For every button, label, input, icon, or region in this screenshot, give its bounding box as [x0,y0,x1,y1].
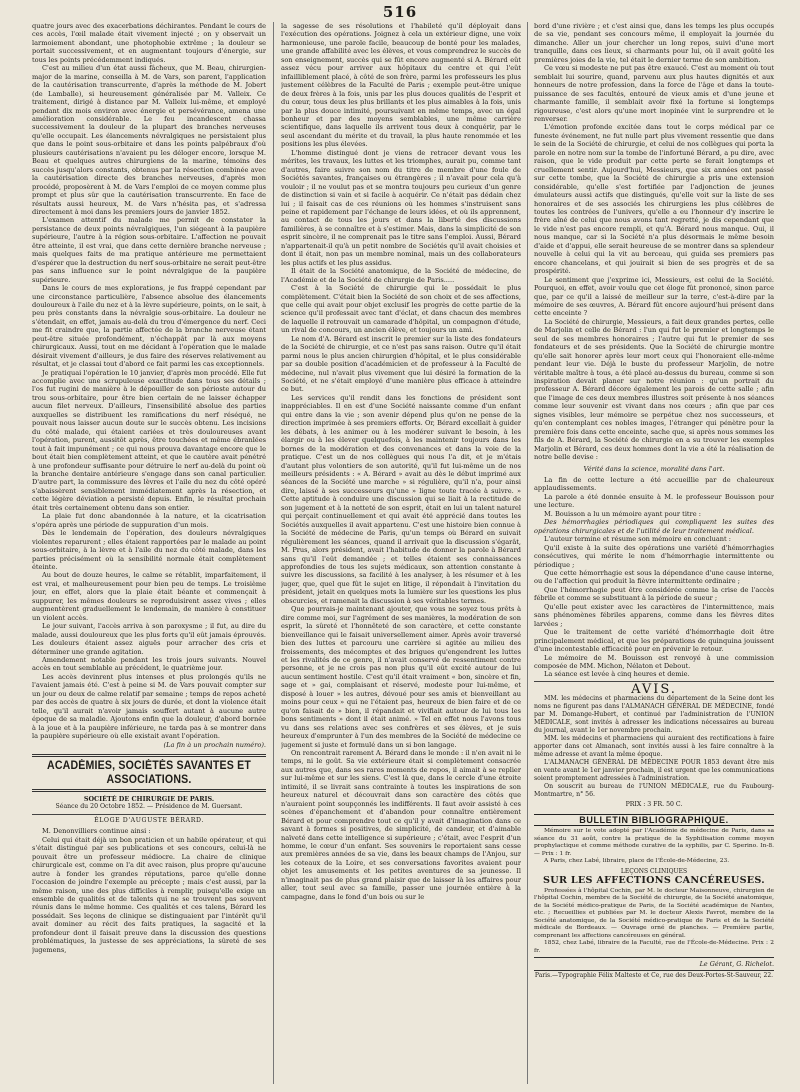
bulletin-title: BULLETIN BIBLIOGRAPHIQUE. [534,814,774,826]
paragraph: L'homme distingué dont je viens de retracer devant vous les mérites, les travaux, les luttes et les triomphes, aurait pu, comme tant d'autres, faire suivre son nom du titre de membre d'une foule de Sociétés savantes, françaises ou étrangères ; il n'avait pour cela qu'à vouloir ; il ne voulut pas et se montra toujours peu curieux d'un genre de distinction si vain et si facile à acquérir. Ce n'était pas dédain chez lui ; il faisait cas de ces réunions où les hommes s'instruisent sans peine et rapidement par l'échange de leurs idées, et où ils apprennent, au contact de tous les jours et dans la liberté des discussions familières, à se connaître et à s'estimer. Mais, dans la simplicité de son esprit sincère, il ne comprenait pas le titre sans l'emploi. Aussi, Bérard n'appartenait-il qu'à un petit nombre de Sociétés qu'il avait choisies et dont il était, non pas un membre nominal, mais un des collaborateurs les plus actifs et les plus assidus. [281,148,521,267]
avis-paragraph: MM. les médecins et pharmaciens du département de la Seine dont les noms ne figurent pas dans l'ALMANACH GÉNÉRAL DE MÉDECINE, fondé par M. Domange-Hubert, et continué par l'administration de l'UNION MÉDICALE, sont invités à adresser les indications nécessaires au bureau du journal, avant le 1er novembre prochain. [534,695,774,735]
paragraph: Que pourrais-je maintenant ajouter, que vous ne soyez tous prêts à dire comme moi, sur l'agrément de ses manières, la modération de son esprit, la sûreté et l'honnêteté de son caractère, et cette constante bienveillance qui le faisait universellement aimer. Après avoir traversé bien des luttes et parcouru une carrière si agitée au milieu des froissements, des mécomptes et des brigues qu'engendrent les luttes et les rivalités de ce genre, il n'avait conservé de ressentiment contre personne, et je ne crois pas non plus qu'il eût excité autour de lui aucun sentiment hostile. C'est qu'il était vraiment « bon, sincère et fin, sage et » gai, complaisant et réservé, modeste pour lui-même, et disposé à louer » les autres, dévoué pour ses amis et bienveillant au moins pour ceux » qui ne l'étaient pas, heureux de bien faire et de ce qu'on faisait de » bien, il répandait et vivifiait autour de lui tous les bons sentiments » dont il était animé. » Tel en effet nous l'avons tous vu dans ses relations avec ses confrères et ses élèves, et je suis heureux d'emprunter à l'un des membres de la Société de médecine ce jugement si juste et formulé dans un si bon langage. [281,605,521,749]
publisher-line: 1852, chez Labé, libraire de la Faculté, rue de l'École-de-Médecine. Prix : 2 fr. [534,940,774,954]
paragraph: Qu'il existe à la suite des opérations une variété d'hémorrhagies consécutives, qui mérite le nom d'hémorrhagie intermittente ou périodique ; [534,543,774,569]
society-motto: Vérité dans la science, moralité dans l'art. [583,464,725,473]
publisher-line: A Paris, chez Labé, libraire, place de l'École-de-Médecine, 23. [544,858,730,865]
paragraph: Ce vœu si modeste ne put pas être exaucé. C'est au moment où tout semblait lui sourire, quand, parvenu aux plus hautes dignités et aux honneurs de notre profession, dans la force de l'âge et dans la toute-puissance de ses facultés, entouré de vieux amis et d'une jeune et charmante famille, il semblait avoir fixé la fortune si longtemps rigoureuse, c'est alors qu'une mort inopinée vint le surprendre et le renverser. [534,64,774,123]
paragraph: Le sentiment que j'exprime ici, Messieurs, est celui de la Société. Pourquoi, en effet, avoir voulu que cet éloge fût prononcé, sinon parce que, par ce qu'il a laissé de meilleur sur la terre, c'est-à-dire par la mémoire de ses œuvres, A. Bérard fût encore aujourd'hui présent dans cette enceinte ? [534,275,774,318]
to-be-continued: (La fin à un prochain numéro). [163,740,266,749]
bibliography-entry: Professées à l'hôpital Cochin, par M. le docteur Maisonneuve, chirurgien de l'hôpital Cochin, membre de la Société de chirurgie, de la Société anatomique, de la Société médico-pratique de Paris, de la Société académique de Nantes, etc. ; Recueillies et publiées par M. le docteur Alexis Favrot, membre de la Société anatomique, de la Société médico-pratique de Paris et de la Société médicale de Bordeaux. — Ouvrage orné de planches. — Première partie, comprenant les affections cancéreuses en général. [534,887,774,939]
paragraph: Que le traitement de cette variété d'hémorrhagie doit être principalement médical, et que les préparations de quinquina jouissent d'une incontestable efficacité pour en prévenir le retour. [534,628,774,654]
paragraph: La séance est levée à cinq heures et demie. [544,670,690,679]
section-title: ACADÉMIES, SOCIÉTÉS SAVANTES ET ASSOCIATIONS. [46,759,252,786]
paragraph: Dès le lendemain de l'opération, des douleurs névralgiques violentes reparurent ; elles étaient rapportées par le malade au point sous-orbitaire, à la lèvre et à l'aile du nez du côté malade, dans les parties précisément où la sensibilité normale était complètement éteinte. [32,529,266,571]
avis-title: AVIS. [631,681,677,697]
avis-paragraph: MM. les médecins et pharmaciens qui auraient des rectifications à faire apporter dans cet Almanach, sont invités aussi à les faire connaître à la même adresse et avant la même époque. [534,735,774,759]
paragraph: quatre jours avec des exacerbations déchirantes. Pendant le cours de ces accès, l'œil malade était vivement injecté ; on y observait un larmoiement abondant, une photophobie extrême ; la douleur se portait successivement, et en augmentant toujours d'énergie, sur tous les points précédemment indiqués. [32,22,266,64]
section-header [32,754,266,792]
paragraph: Les accès devinrent plus intenses et plus prolongés qu'ils ne l'avaient jamais été. C'est à peine si M. de Vars pouvait compter sur un jour ou deux de calme relatif par semaine ; temps de repos acheté par des accès de quatre à six jours de durée, et dont la violence était telle, qu'il aurait n'avoir jamais souffert autant à aucune autre époque de sa maladie. Ajoutons enfin que la douleur, d'abord bornée à la joue et à la paupière inférieure, ne tarda pas à se montrer dans la paupière supérieure où elle existait avant l'opération. [32,672,266,741]
paragraph: Le mémoire de M. Bouisson est renvoyé à une commission composée de MM. Michon, Nélaton et Debout. [534,653,774,670]
memoir-title: Des hémorrhagies périodiques qui compliquent les suites des opérations chirurgicales et de l'utilité de leur traitement médical. [534,518,774,535]
paragraph: La fin de cette lecture a été accueillie par de chaleureux applaudissements. [534,476,774,493]
eloge-title: ÉLOGE D'AUGUSTE BÉRARD. [94,816,204,824]
paragraph: Dans le cours de mes explorations, je fus frappé cependant par une circonstance particulière, l'absence absolue des élancements douloureux à l'aile du nez et à la lèvre supérieure, points, on le sait, à peu près constants dans la névralgie sous-orbitaire. La douleur ne s'étendait, en effet, jamais au-delà du trou d'émergence du nerf. Ceci me fit craindre que, la partie affectée de la branche nerveuse étant peut-être située profondément, n'échappât par là aux moyens chirurgicaux. Aussi, tout en me décidant à l'opération que le malade désirait vivement d'ailleurs, je dus faire des réserves relativement au résultat, et je classai tout d'abord ce fait parmi les cas exceptionnels. [32,284,266,369]
paragraph: Il était de la Société anatomique, de la Société de médecine, de l'Académie et de la Société de chirurgie de Paris..... [281,267,521,284]
column-divider [273,22,274,1084]
paragraph: Celui qui était déjà un bon praticien et un habile opérateur, et qui s'était distingué par ses publications et ses concours, celui-là ne pouvait être un professeur médiocre. La chaire de clinique chirurgicale est, comme on l'a dit avec raison, plus propre qu'aucune autre à fonder les grandes réputations, parce qu'elle donne l'occasion de joindre l'exemple au précepte ; mais c'est aussi, par la même raison, une des plus difficiles à remplir, puisqu'elle exige un ensemble de qualités et de talents qui ne se trouvent pas souvent réunis dans le même homme. Ces qualités et ces talens, Bérard les possédait. Ses leçons de clinique se distinguaient par l'intérêt qu'il avait dominer au récit des faits pratiques, la sagacité et la profondeur dont il faisait preuve dans la discussion des questions problématiques, la justesse de ses appréciations, la sûreté de ses jugemens, [32,835,266,954]
paragraph: Le jour suivant, l'accès arriva à son paroxysme ; il fut, au dire du malade, aussi douloureux que les plus forts qu'il eût jamais éprouvés. Les douleurs étaient assez aiguës pour arracher des cris et déterminer une grande agitation. [32,622,266,656]
paragraph: Le nom d'A. Bérard est inscrit le premier sur la liste des fondateurs de la Société de chirurgie, et ce n'est pas sans raison. Outre qu'il était parmi nous le plus ancien chirurgien d'hôpital, et le plus considérable par sa double position d'académicien et de professeur à la Faculté de médecine, nul n'avait plus vivement que lui désiré la formation de la Société, et ne s'était employé d'une manière plus efficace à atteindre ce but. [281,334,521,394]
paragraph: Au bout de douze heures, le calme se rétablit, imparfaitement, il est vrai, et malheureusement pour bien peu de temps. Le troisième jour, en effet, alors que la plaie était béante et commençait à suppurer, les mêmes douleurs se reproduisirent assez vives ; elles augmentèrent graduellement le lendemain, de manière à constituer un violent accès. [32,571,266,622]
column-3 [534,22,774,1084]
paragraph: Amendement notable pendant les trois jours suivants. Nouvel accès en tout semblable au précédent, le quatrième jour. [32,655,266,673]
column-divider [527,22,528,1084]
lecons-label: LEÇONS CLINIQUES [620,867,688,875]
avis-price: PRIX : 3 FR. 50 C. [625,801,683,809]
paragraph: L'auteur termine et résume son mémoire en concluant : [544,535,731,544]
paragraph: L'émotion profonde excitée dans tout le corps médical par ce funeste événement, ne fut nulle part plus vivement ressentie que dans le sein de la Société de chirurgie, et celui de nos collègues qui porta la parole en notre nom sur la tombe de l'infortuné Bérard, a pu dire, avec raison, que le vide produit par cette perte se ferait longtemps et cruellement sentir. Aujourd'hui, Messieurs, que six années ont passé sur cette tombe, que la Société de chirurgie a pris une extension considérable, qu'elle s'est fortifiée par l'adjonction de jeunes émulateurs aussi actifs que distingués, qu'elle voit sur la liste de ses honoraires et de ses associés les chirurgiens les plus célèbres de toutes les contrées de l'univers, qu'elle a eu l'honneur d'y inscrire le frère aîné de celui que nous avons tant regretté, je dis cependant que le vide n'est pas encore rempli, et qu'A. Bérard nous manque. Oui, il nous manque, car si la Société n'a plus désormais le même besoin d'aide et d'appui, elle serait heureuse de se montrer dans sa splendeur nouvelle à celui qui la vit au berceau, qui guida ses premiers pas encore chancelans, et qui jouirait si bien de ses progrès et de sa prospérité. [534,123,774,276]
session-info: Séance du 20 Octobre 1852. — Présidence de M. Guersant. [55,803,243,811]
paragraph: Qu'elle peut exister avec les caractères de l'intermittence, mais sans phénomènes fébriles apparens, comme dans les fièvres dites larvées ; [534,602,774,628]
speaker-intro: M. Denonvilliers continue ainsi : [42,827,151,836]
paragraph: La parole a été donnée ensuite à M. le professeur Bouisson pour une lecture. [534,492,774,510]
paragraph: C'est au milieu d'un état aussi fâcheux, que M. Beau, chirurgien-major de la marine, conseilla à M. de Vars, son parent, l'application de la cautérisation transcurrente, d'après la méthode de M. Jobert (de Lamballe), si heureusement généralisée par M. Valleix. Ce traitement, dirigé à distance par M. Valleix lui-même, et employé pendant dix mois environ avec énergie et persévérance, amena une amélioration considérable. Le feu incandescent chassa successivement la douleur de la plupart des branches nerveuses qu'elle occupait. Les élancements névralgiques ne persistaient plus que dans le point sous-orbitaire et dans les points palpébraux d'où plusieurs cautérisations n'avaient pu les déloger encore, lorsque M. Beau et quelques autres chirurgiens de la marine, témoins des succès jusqu'alors constants, obtenus par la résection combinée avec la cautérisation directe des branches nerveuses, d'après mon procédé, proposèrent à M. de Vars l'emploi de ce moyen comme plus prompt et plus sûr que la cautérisation transcurrente. En face de résultats aussi heureux, M. de Vars n'hésita pas, et s'adressa directement à moi dans les premiers jours de janvier 1852. [32,64,266,216]
paragraph: bord d'une rivière ; et c'est ainsi que, dans les temps les plus occupés de sa vie, pendant ses concours même, il employait la journée du dimanche. Aller un jour chercher un long repos, suivi d'une mort tranquille, dans ces lieux, si charmants pour lui, où il avait goûté les premières joies de la vie, tel était le dernier terme de son ambition. [534,22,774,64]
column-1 [32,22,266,1084]
paragraph: Les services qu'il rendit dans les fonctions de président sont inappréciables. Il en est d'une Société naissante comme d'un enfant qui entre dans la vie ; son avenir dépend plus qu'on ne pense de la direction imprimée à ses premiers efforts. Or, Bérard excellait à guider les débats, à les animer ou à les modérer suivant le besoin, à les élargir ou à les élever quelquefois, à les maintenir toujours dans les bornes de la modération et des convenances et dans la voie de la pratique. C'est un de nos collègues qui nous l'a dit, et je m'étais d'autant plus volontiers de son autorité, qu'il fut lui-même un de nos meilleurs présidents : « A. Bérard » avait au dès le début imprimé aux séances de la Société une marche » si régulière, qu'il n'a, pour ainsi dire, laissé à ses successeurs qu'une » ligne toute tracée à suivre. » Cette aptitude à conduire une discussion qui se liait à la rectitude de son jugement et à la netteté de son esprit, était en lui un talent naturel qui perçait continuellement et qui avait été apprécié dans toutes les Sociétés auxquelles il avait appartenu. C'est une histoire bien connue à la Société de médecine de Paris, qu'un temps où Bérard en suivait régulièrement les séances, quand il arrivait que la discussion s'égarât, M. Prus, alors président, avait l'habitude de donner la parole à Bérard sans qu'il l'eût demandée ; et telles étaient ses connaissances approfondies de tous les sujets médicaux, son attention constante à suivre les discussions, sa facilité à les analyser, à les résumer et à les juger, que, quel que fût le sujet en litige, il répondait à l'invitation du président, jetait en quelques mots la lumière sur les questions les plus obscurcies, et ramenait la discussion à ses véritables termes. [281,393,521,605]
page-number: 516 [382,3,418,21]
paragraph: Que l'hémorrhagie peut être considérée comme la crise de l'accès fébrile et comme se substituant à la période de sueur ; [534,585,774,603]
paragraph: L'examen attentif du malade me permit de constater la persistance de deux points névralgiques, l'un siégeant à la paupière supérieure, l'autre à la région sous-orbitaire. L'affection ne pouvait être atteinte, il est vrai, que dans cette dernière branche nerveuse ; mais quelques faits de ma pratique antérieure me permettaient d'espérer que la destruction du nerf sous-orbitaire ne serait peut-être pas sans influence sur le point névralgique de la paupière supérieure. [32,216,266,284]
paragraph: Que cette hémorrhagie est sous la dépendance d'une cause interne, ou de l'affection qui produit la fièvre intermittente ordinaire ; [534,569,774,586]
avis-paragraph: L'ALMANACH GÉNÉRAL DE MÉDECINE POUR 1853 devant être mis en vente avant le 1er janvier prochain, il est urgent que les communications soient promptement adressées à l'administration. [534,759,774,783]
paragraph: La Société de chirurgie, Messieurs, a fait deux grandes pertes, celle de Marjolin et celle de Bérard : l'un qui fut le premier et longtemps le seul de ses membres honoraires ; l'autre qui fut le premier de ses fondateurs et de ses présidents. Que la Société de chirurgie montre qu'elle sait honorer après leur mort ceux qui l'honoraient elle-même pendant leur vie. Déjà le buste du professeur Marjolin, de notre véritable maître à tous, a été placé au-dessus du bureau, comme si son inspiration devait planer sur notre réunion : qu'un portrait du professeur A. Bérard décore également les parois de cette salle ; afin que l'image de ces deux membres illustres soit présente à nos séances comme leur souvenir est vivant dans nos cœurs ; afin que par ces signes visibles, leur mémoire se perpétue chez nos successeurs, et qu'en contemplant ces nobles images, l'étranger qui pénètre pour la première fois dans cette enceinte, sache que, si après nous sommes les fils de A. Bérard, la Société de chirurgie en a su trouver les exemples Marjolin et Bérard, ces deux hommes dont la vie a été la réalisation de notre belle devise : [534,317,774,462]
society-name: SOCIÉTÉ DE CHIRURGIE DE PARIS. [83,794,215,803]
paragraph: C'est à la Société de chirurgie qui le possédait le plus complètement. C'était bien la Société de son choix et de ses affections, que celle qui avait pour objet exclusif les progrès de cette partie de la science qu'il professait avec tant d'éclat, et dans chacun des membres de laquelle il retrouvait un camarade d'hôpital, un compagnon d'étude, un rival de concours, un ancien élève, et toujours un ami. [281,284,521,335]
paragraph: M. Bouisson a lu un mémoire ayant pour titre : [544,509,701,518]
column-2 [281,22,521,1084]
lecons-title: SUR LES AFFECTIONS CANCÉREUSES. [543,875,765,887]
paragraph: La plaie fut donc abandonnée à la nature, et la cicatrisation s'opéra après une période de suppuration d'un mois. [32,512,266,529]
paragraph: On rencontrait rarement A. Bérard dans le monde : il n'en avait ni le temps, ni le goût. Sa vie extérieure était si complètement consacrée aux autres que, dans ses rares moments de repos, il aimait à se replier sur lui-même et sur les siens. C'est là que, dans le cercle d'une étroite intimité, il se livrait sans contrainte à toutes les inspirations de son heureux naturel et découvrait dans son caractère des côtés que n'auraient point soupçonnés les indifférents. Il faut avoir assisté à ces scènes d'épanchement et d'abandon pour connaître entièrement Bérard et pour comprendre tout ce qu'il y avait d'imagination dans ce savant à formes si positives, de simplicité, de candeur, et d'aimable naïveté dans cette intelligence si supérieure ; c'était, avec l'esprit d'un homme, le cœur d'un enfant. Ses souvenirs le reportaient sans cesse aux premières années de sa vie, dans les beaux champs de l'Anjou, sur les coteaux de la Loire, et ses conversations favorites avaient pour objet les amusements et les petites aventures de sa jeunesse. Il n'imaginait pas de plus grand plaisir que de laisser là les affaires pour aller, tout seul avec sa famille, passer une journée entière à la campagne, dans le fond d'un bois ou sur le [281,748,521,901]
paragraph: Je pratiquai l'opération le 10 janvier, d'après mon procédé. Elle fut accomplie avec une scrupuleuse exactitude dans tous ses détails ; l'os fut rugini de manière à le dépouiller de son périoste autour du trou sous-orbitaire, pour être bien certain de ne laisser échapper aucun filet nerveux. D'ailleurs, l'insensibilité absolue des parties auxquelles se distribuent les ramifications du nerf réséqué, ne pouvait nous laisser aucun doute sur le succès obtenu. Les incisions du côté malade, qui étaient cariées et très douloureuses avant l'opération, purent, aussitôt après, être touchées et même ébranlées tout à fait impunément ; ce qui nous prouva davantage encore que le bout était bien complètement atteint, et que le cautère avait pénétré à une profondeur suffisante pour détruire le nerf au-delà du point où la branche dentaire antérieure s'engage dans son canal particulier. D'autre part, la commissure des lèvres et l'aile du nez du côté opéré s'abaissèrent sensiblement immédiatement après la résection, et cette légère déviation a persisté depuis. Enfin, le résultat prochain était très certainement obtenu dans son entier. [32,368,266,512]
gerant-signature: Le Gérant, G. Richelot. [534,957,774,968]
avis-paragraph: On souscrit au bureau de l'UNION MÉDICALE, rue du Faubourg-Montmartre, n° 56. [534,783,774,799]
bibliography-entry: Mémoire sur le vote adopté par l'Académie de médecine de Paris, dans sa séance du 31 août, contre la pratique de la Syphilisation comme moyen prophylactique et comme méthode curative de la syphilis, par C. Sperino. In-8. — Prix : 1 fr. [534,828,774,857]
printer-line: Paris.—Typographie Félix Malteste et Ce, rue des Deux-Portes-St-Sauveur, 22. [534,971,774,979]
paragraph: la sagesse de ses résolutions et l'habileté qu'il déployait dans l'exécution des opérations. Joignez à cela un extérieur digne, une voix harmonieuse, une parole facile, beaucoup de bonté pour les malades, une grande affabilité avec les élèves, et vous comprendrez le succès de son enseignement, succès qui se fût encore augmenté si A. Bérard eût assez vécu pour arriver aux hôpitaux du centre et qui l'eût infailliblement placé, à côté de son frère, parmi les professeurs les plus justement célèbres de la Faculté de Paris ; exemple peut-être unique de deux frères à la fois, unis par les plus douces qualités de l'esprit et du cœur, tous deux les plus brillants et les plus aimables à la fois, unis par la plus douce intimité, poursuivant en même temps, avec un égal bonheur et par des moyens semblables, une même carrière scientifique, dans laquelle ils arrivent tous deux à conquérir, par le seul ascendant du mérite et du travail, la plus haute renommée et les positions les plus élevées. [281,22,521,149]
